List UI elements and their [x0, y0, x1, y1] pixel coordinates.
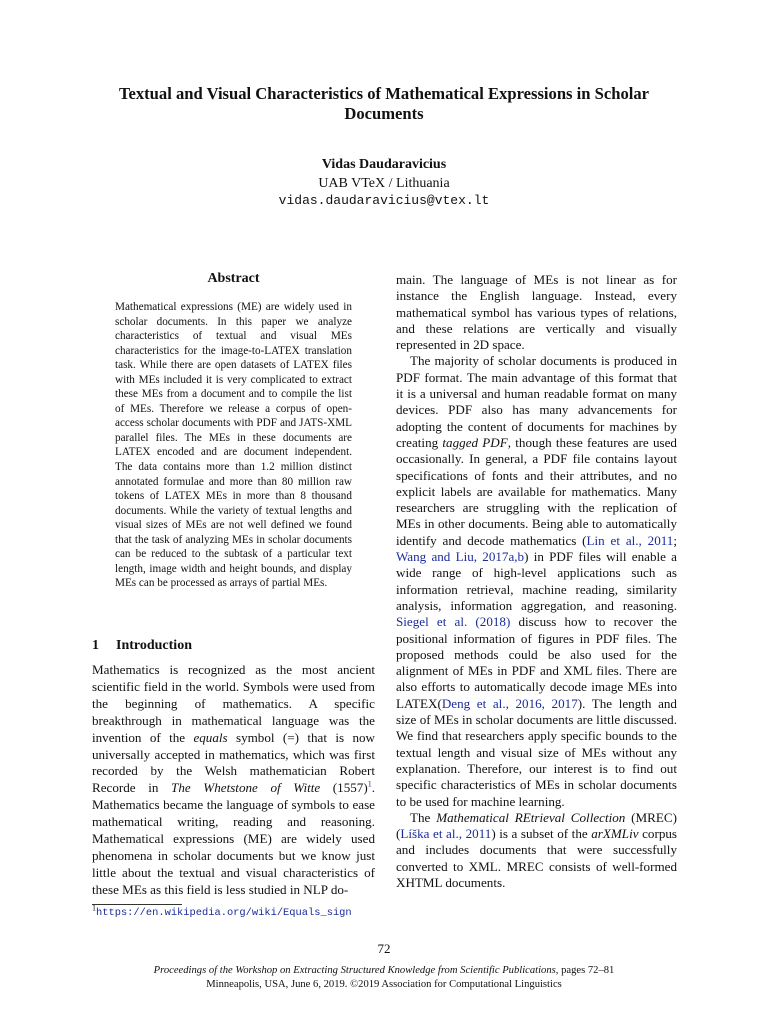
section-heading — [92, 637, 192, 655]
proceedings-line-2: Minneapolis, USA, June 6, 2019. ©2019 Association for Computational Linguistics — [206, 979, 562, 990]
emphasis-text: equals — [193, 729, 228, 745]
body-text: main. The language of MEs is not linear as for instance the English language. Instead, every mathematical symbol has various types of relations, and these relations are vertically and visually represented in 2D space. — [396, 272, 677, 353]
paper-title: Textual and Visual Characteristics of Mathematical Expressions in Scholar Documents — [118, 84, 650, 123]
footnote-url-link[interactable]: https://en.wikipedia.org/wiki/Equals_sign — [96, 907, 352, 919]
abstract-text: Mathematical expressions (ME) are widely used in scholar documents. In this paper we analyze characteristics of textual and visual MEs characteristics for the image-to-LATEX translation task. While there are open datasets of LATEX files with MEs included it is very complicated to extract these MEs from a document and to compile the list of MEs. Therefore we release a corpus of open-access scholar documents with PDF and JATS-XML parallel files. The MEs in these documents are LATEX encoded and are document independent. The data contains more than 1.2 million distinct annotated formulae and more than 80 million raw tokens of LATEX MEs in more than 8 thousand documents. While the variety of textual lengths and visual sizes of MEs are not well defined we found that the task of analyzing MEs in scholar documents can be reduced to the subtask of a particular text length, image width and height bounds, and display MEs can be processed as arrays of partial MEs. — [115, 301, 352, 590]
abstract-heading: Abstract — [207, 271, 260, 286]
footnote — [92, 903, 375, 920]
paragraph — [396, 810, 677, 891]
citation-link[interactable]: Wang and Liu, 2017a,b — [396, 549, 525, 565]
author-affiliation: UAB VTeX / Lithuania — [318, 176, 450, 191]
footnote-rule — [92, 904, 182, 905]
body-text: (1557) — [320, 780, 368, 796]
body-text: ) is a subset of the — [491, 826, 592, 842]
proceedings-title: Proceedings of the Workshop on Extracting Structured Knowledge from Scientific Publications — [153, 965, 556, 976]
emphasis-text: arXMLiv — [591, 826, 639, 842]
body-text: ). The length and size of MEs in scholar documents are little discussed. We find that researchers apply specific bounds to the textual length and visual size of MEs without any explanation. Therefore, our interest is to find out specific characteristics of MEs in scholar documents to be used for machine learning. — [396, 695, 677, 809]
section-title: Introduction — [116, 638, 192, 653]
proceedings-line-1 — [0, 964, 768, 978]
footnote-mark: 1 — [92, 903, 96, 913]
page-number: 72 — [377, 941, 391, 956]
body-text: . Mathematics became the language of symbols to ease mathematical writing, reading and reasoning. Mathematical expressions (ME) are widely used phenomena in scholar documents but we know just little about the textual and visual characteristics of these MEs as this field is less studied in NLP do- — [92, 780, 375, 897]
citation-link[interactable]: Lin et al., 2011 — [586, 532, 674, 548]
emphasis-text: The Whetstone of Witte — [171, 780, 321, 796]
emphasis-text: tagged PDF — [442, 434, 508, 450]
left-column-text — [92, 662, 375, 899]
citation-link[interactable]: Deng et al., 2016, 2017 — [441, 695, 578, 711]
emphasis-text: Mathematical REtrieval Collection — [436, 809, 626, 825]
body-text: (MREC) ( — [396, 809, 677, 842]
proceedings-footer — [0, 964, 768, 992]
body-text: symbol (=) that is now universally accepted in mathematics, which was first recorded by the Welsh mathematician Robert Recorde in — [92, 729, 375, 796]
author-name: Vidas Daudaravicius — [321, 157, 447, 172]
body-text: , though these features are used occasionally. In general, a PDF file contains layout specifications of fonts and their attributes, and no explicit labels are available for mathematics. Many researchers are struggling with the replication of MEs in other documents. Being able to automatically identify and decode mathematics ( — [396, 434, 677, 548]
citation-link[interactable]: Líška et al., 2011 — [400, 826, 492, 842]
section-number: 1 — [92, 638, 99, 653]
body-text: ; — [673, 532, 677, 548]
citation-link[interactable]: Siegel et al. (2018) — [396, 614, 511, 630]
proceedings-pages: , pages 72–81 — [555, 965, 615, 976]
author-email[interactable]: vidas.daudaravicius@vtex.lt — [278, 193, 490, 208]
body-text: ) in PDF files will enable a wide range of high-level applications such as information retrieval, machine reading, similarity analysis, information aggregation, and reasoning. — [396, 549, 677, 613]
body-text: Mathematics is recognized as the most ancient scientific field in the world. Symbols were used from the beginning of mathematics. A specific breakthrough in mathematical language was the invention of the — [92, 662, 375, 745]
paragraph — [396, 353, 677, 809]
right-column-text — [396, 272, 677, 891]
body-text: The majority of scholar documents is produced in PDF format. The main advantage of this format that it is a universal and human readable format on many devices. PDF also has many advancements for adopting the content of documents for machines by creating — [396, 353, 677, 450]
footnote-marker[interactable]: 1 — [367, 779, 372, 789]
body-text: corpus and includes documents that were successfully converted to XML. MREC consists of well-formed XHTML documents. — [396, 826, 678, 890]
body-text: The — [410, 809, 437, 825]
paragraph — [396, 272, 677, 353]
body-text: discuss how to recover the positional information of figures in PDF files. The proposed methods could be also used for the alignment of MEs in PDF and XML files. There are also efforts to automatically decode image MEs into LATEX( — [396, 614, 677, 711]
